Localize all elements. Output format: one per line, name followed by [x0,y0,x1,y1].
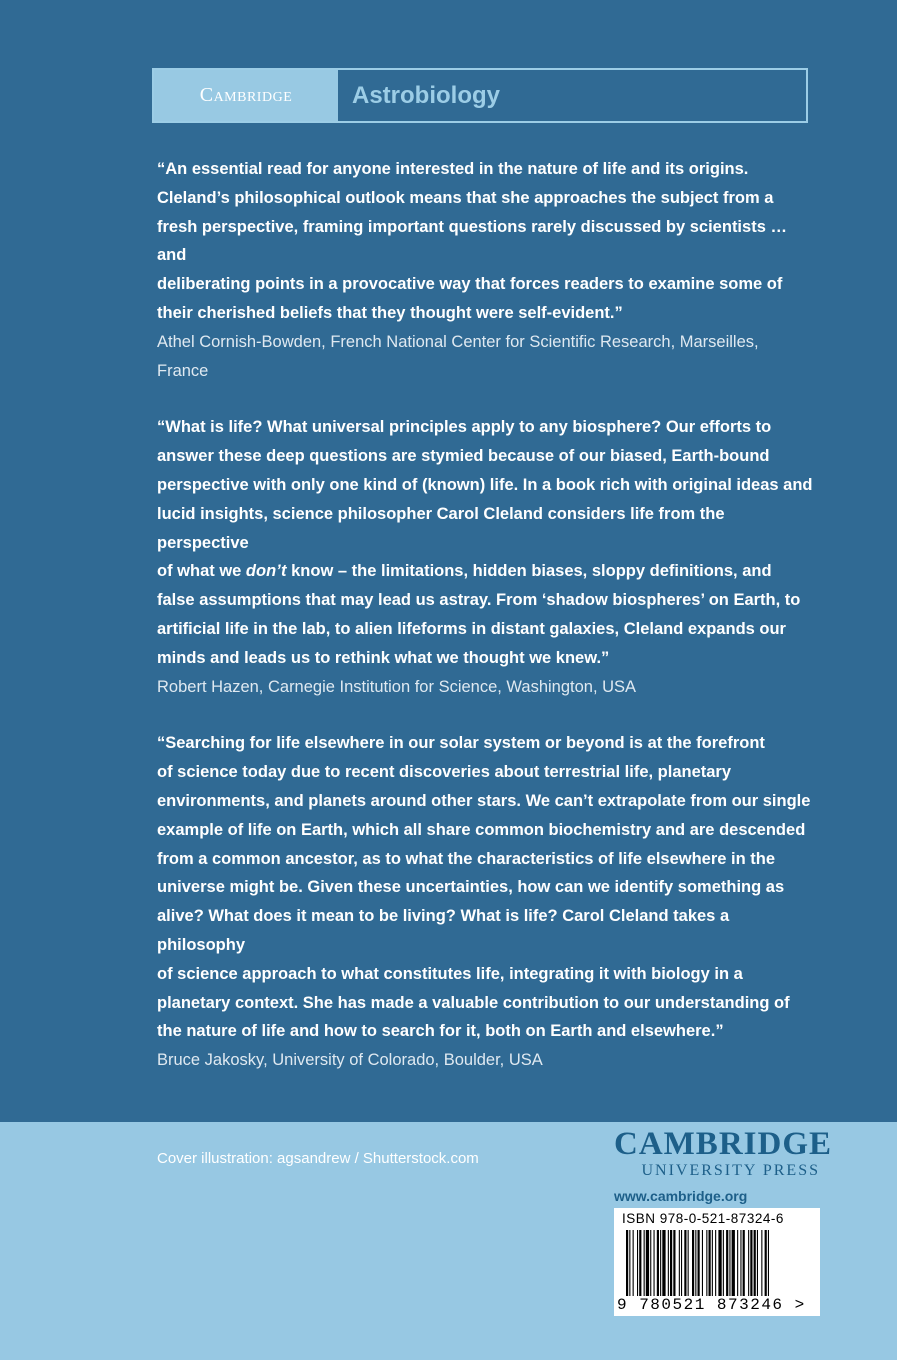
quote-line: lucid insights, science philosopher Carol Cleland considers life from the perspective [157,504,725,552]
quote-fragment: of what we [157,562,246,581]
barcode-bar [740,1230,741,1296]
endorsement-2 [157,413,817,701]
barcode-bar [695,1230,696,1296]
barcode-box [614,1208,820,1316]
barcode-bar [715,1230,716,1296]
publisher-name: CAMBRIDGE [614,1126,833,1162]
quote-line: the nature of life and how to search for it, both on Earth and elsewhere.” [157,1022,724,1041]
publisher-website: www.cambridge.org [614,1188,748,1204]
attribution-line: Athel Cornish-Bowden, French National Center for Scientific Research, Marseilles, [157,332,759,351]
barcode-bar [688,1230,689,1296]
barcode-bar [650,1230,651,1296]
barcode-bar [679,1230,680,1296]
quote-line: Cleland’s philosophical outlook means that she approaches the subject from a [157,188,774,207]
barcode-bar [660,1230,661,1296]
barcode-bar [639,1230,641,1296]
quote-line: artificial life in the lab, to alien lifeforms in distant galaxies, Cleland expands our [157,619,786,638]
endorsement-1 [157,155,817,385]
barcode-bar [723,1230,724,1296]
barcode-bar [698,1230,700,1296]
barcode-bar [718,1230,721,1296]
barcode-bar [761,1230,762,1296]
barcode-bar [629,1230,630,1296]
quote-line: false assumptions that may lead us astray. From ‘shadow biospheres’ on Earth, to [157,591,801,610]
barcode-bar [692,1230,694,1296]
quote-line: of science today due to recent discoveries about terrestrial life, planetary [157,763,732,782]
barcode-bar [684,1230,686,1296]
quote-line [157,562,772,580]
quote-text [157,413,817,672]
barcode-bar [729,1230,730,1296]
barcode-bar [712,1230,713,1296]
barcode-bar [743,1230,745,1296]
barcode-bar [637,1230,638,1296]
barcode-bar [633,1230,634,1296]
barcode-bar [737,1230,738,1296]
attribution-line: France [157,361,209,380]
quote-line: “An essential read for anyone interested in the nature of life and its origins. [157,160,749,178]
endorsement-3 [157,729,817,1075]
barcode-bar [726,1230,728,1296]
barcode-digits: 9 780521 873246 > [617,1296,806,1314]
quote-line: perspective with only one kind of (known) life. In a book rich with original ideas and [157,475,813,494]
barcode-bar [748,1230,749,1296]
barcode-bar [757,1230,758,1296]
quote-line: “What is life? What universal principles apply to any biosphere? Our efforts to [157,418,772,437]
barcode-bar [644,1230,645,1296]
endorsements [157,155,817,1103]
series-banner [152,68,808,123]
quote-line: example of life on Earth, which all share common biochemistry and are descended [157,820,806,839]
quote-line: “Searching for life elsewhere in our solar system or beyond is at the forefront [157,734,765,753]
barcode-bar [702,1230,703,1296]
barcode-bar [626,1230,628,1296]
cover-credit: Cover illustration: agsandrew / Shutterstock.com [157,1150,479,1167]
quote-line: environments, and planets around other stars. We can’t extrapolate from our single [157,791,811,810]
quote-line: alive? What does it mean to be living? What is life? Carol Cleland takes a philosophy [157,907,730,954]
publisher-logo [614,1126,833,1208]
quote-line: of science approach to what constitutes life, integrating it with biology in a [157,964,743,983]
isbn-text: ISBN 978-0-521-87324-6 [622,1211,784,1226]
barcode-bar [673,1230,675,1296]
barcode-bar [709,1230,711,1296]
quote-line: from a common ancestor, as to what the characteristics of life elsewhere in the [157,849,776,868]
quote-line: planetary context. She has made a valuable contribution to our understanding of [157,993,790,1012]
quote-line: minds and leads us to rethink what we thought we knew.” [157,648,610,667]
quote-text [157,155,817,328]
barcode-bar [768,1230,769,1296]
barcode-bar [654,1230,655,1296]
quote-text [157,729,817,1046]
barcode-bar [732,1230,735,1296]
barcode-bar [646,1230,649,1296]
quote-attribution: Bruce Jakosky, University of Colorado, Boulder, USA [157,1051,543,1070]
barcode-bar [750,1230,752,1296]
publisher-subtitle: UNIVERSITY PRESS [641,1162,820,1179]
barcode-bar [706,1230,707,1296]
quote-fragment: know – the limitations, hidden biases, sloppy definitions, and [286,562,772,581]
barcode-bar [681,1230,682,1296]
barcode-bar [670,1230,672,1296]
quote-attribution [157,328,817,386]
barcode-bar [765,1230,767,1296]
quote-line: deliberating points in a provocative way that forces readers to examine some of [157,275,783,294]
quote-line: answer these deep questions are stymied because of our biased, Earth-bound [157,447,770,466]
barcode-bar [662,1230,665,1296]
quote-attribution: Robert Hazen, Carnegie Institution for Science, Washington, USA [157,677,637,696]
barcode-bar [657,1230,659,1296]
series-title: Astrobiology [352,81,500,109]
series-brand: Cambridge [154,70,338,121]
barcode-bar [754,1230,756,1296]
quote-line: their cherished beliefs that they thought were self-evident.” [157,303,623,322]
barcode-icon [622,1230,812,1296]
quote-line: fresh perspective, framing important questions rarely discussed by scientists … and [157,217,787,265]
quote-line: universe might be. Given these uncertainties, how can we identify something as [157,878,785,897]
barcode-bar [668,1230,669,1296]
quote-emphasis: don’t [245,562,287,581]
